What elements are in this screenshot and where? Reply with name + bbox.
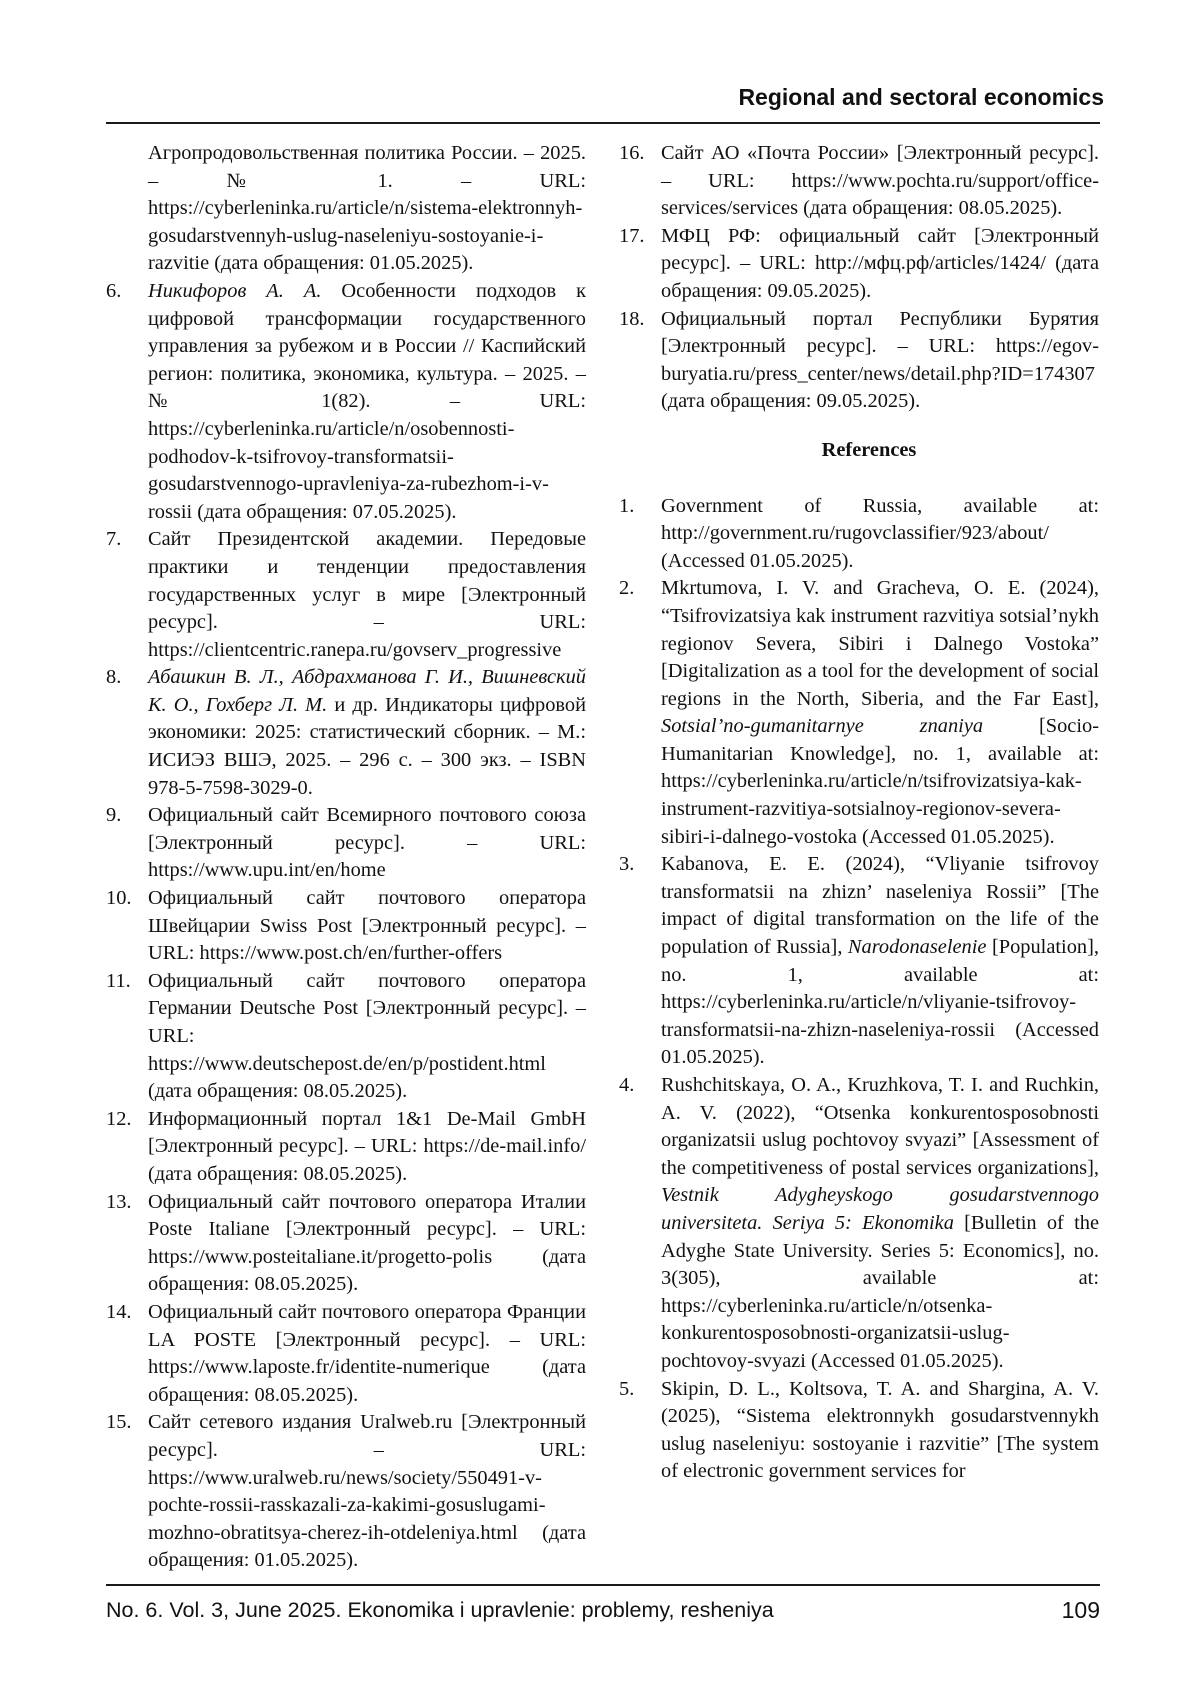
reference-item	[106, 1106, 586, 1189]
reference-text: Агропродовольственная политика России. – 2025. – № 1. – URL: https://cyberleninka.ru/article/n/sistema-elektronnyh-gosudarstvennyh-uslug-naseleniyu-sostoyanie-i-razvitie (дата обращения: 01.05.2025).	[148, 142, 586, 275]
reference-number: 12.	[106, 1107, 132, 1130]
reference-text: Особенности подходов к цифровой трансформации государственного управления за рубежом и в России // Каспийский регион: политика, экономика, культура. – 2025. – № 1(82). – URL: https://cyberleninka.ru/article/n/osobennosti-podhodov-k-tsifrovoy-transformatsii-gosudarstvennogo-upravleniya-za-rubezhom-i-v-rossii (дата обращения: 07.05.2025).	[148, 279, 586, 523]
journal-footer: No. 6. Vol. 3, June 2025. Ekonomika i upravlenie: problemy, resheniya	[106, 1598, 774, 1622]
footer-rule	[106, 1584, 1100, 1586]
reference-text: Mkrtumova, I. V. and Gracheva, O. E. (2024), “Tsifrovizatsiya kak instrument razvitiya sotsial’nykh regionov Severa, Sibiri i Dalnego Vostoka” [Digitalization as a tool for the development of social regions in the North, Siberia, and the Far East],	[661, 577, 1099, 710]
page-number: 109	[1061, 1597, 1100, 1623]
reference-number: 2.	[619, 577, 635, 600]
reference-item	[106, 1299, 586, 1409]
reference-number: 17.	[619, 224, 645, 247]
reference-text: Официальный сайт почтового оператора Италии Poste Italiane [Электронный ресурс]. – URL: https://www.posteitaliane.it/progetto-polis (дата обращения: 08.05.2025).	[148, 1190, 586, 1296]
reference-item	[106, 885, 586, 968]
reference-text: Kabanova, E. E. (2024), “Vliyanie tsifrovoy transformatsii na zhizn’ naseleniya Rossii” [The impact of digital transformation on the life of the population of Russia],	[661, 853, 1099, 959]
reference-number: 8.	[106, 666, 122, 689]
reference-text: Официальный сайт Всемирного почтового союза [Электронный ресурс]. – URL: https://www.upu.int/en/home	[148, 804, 586, 882]
reference-text: Официальный сайт почтового оператора Швейцарии Swiss Post [Электронный ресурс]. – URL: https://www.post.ch/en/further-offers	[148, 887, 586, 965]
reference-item	[619, 1072, 1099, 1376]
reference-number: 1.	[619, 494, 635, 517]
reference-number: 16.	[619, 142, 645, 164]
section-title: Regional and sectoral economics	[738, 84, 1104, 110]
reference-item	[106, 140, 586, 278]
reference-item	[106, 968, 586, 1106]
reference-number: 9.	[106, 804, 122, 827]
reference-number: 10.	[106, 887, 132, 910]
reference-number: 6.	[106, 279, 122, 302]
reference-item	[619, 1376, 1099, 1486]
references-heading: References	[821, 438, 917, 461]
reference-item	[106, 802, 586, 885]
reference-item	[106, 526, 586, 664]
reference-number: 3.	[619, 853, 635, 876]
reference-text: Официальный сайт почтового оператора Франции LA POSTE [Электронный ресурс]. – URL: https://www.laposte.fr/identite-numerique (дата обращения: 08.05.2025).	[148, 1300, 586, 1406]
reference-item	[619, 140, 1099, 223]
reference-text: Rushchitskaya, O. A., Kruzhkova, T. I. and Ruchkin, A. V. (2022), “Otsenka konkurentosposobnosti organizatsii uslug pochtovoy svyazi” [Assessment of the competitiveness of postal services organizations],	[661, 1074, 1099, 1179]
reference-item	[106, 1189, 586, 1299]
reference-number: 15.	[106, 1411, 132, 1434]
reference-number: 7.	[106, 528, 122, 551]
reference-item	[106, 1409, 586, 1575]
reference-number: 13.	[106, 1190, 132, 1213]
reference-text: Сайт АО «Почта России» [Электронный ресурс]. – URL: https://www.pochta.ru/support/office-services/services (дата обращения: 08.05.2025).	[661, 142, 1099, 220]
reference-item	[619, 851, 1099, 1072]
right-column	[619, 140, 1099, 1486]
reference-text: Официальный сайт почтового оператора Германии Deutsche Post [Электронный ресурс]. – URL: https://www.deutschepost.de/en/p/postident.html (дата обращения: 08.05.2025).	[148, 969, 586, 1103]
reference-number: 14.	[106, 1300, 132, 1323]
reference-text-tail: [Bulletin of the Adyghe State University. Series 5: Economics], no. 3(305), available at: https://cyberleninka.ru/article/n/otsenka-konkurentosposobnosti-organizatsii-uslug-pochtovoy-svyazi (Accessed 01.05.2025).	[661, 1211, 1099, 1372]
reference-number: 4.	[619, 1074, 635, 1096]
reference-text-tail: [Socio-Humanitarian Knowledge], no. 1, available at: https://cyberleninka.ru/article/n/tsifrovizatsiya-kak-instrument-razvitiya-sotsialnoy-regionov-severa-sibiri-i-dalnego-vostoka (Accessed 01.05.2025).	[661, 715, 1099, 848]
reference-item	[619, 493, 1099, 576]
reference-text: и др. Индикаторы цифровой экономики: 2025: статистический сборник. – М.: ИСИЭЗ ВШЭ, 2025. – 296 с. – 300 экз. – ISBN 978-5-7598-3029-0.	[148, 693, 586, 799]
reference-text: Информационный портал 1&1 De-Mail GmbH [Электронный ресурс]. – URL: https://de-mail.info/ (дата обращения: 08.05.2025).	[148, 1107, 586, 1185]
reference-number: 11.	[106, 969, 131, 992]
reference-journal: Narodonaselenie	[847, 936, 987, 959]
reference-item	[619, 575, 1099, 851]
reference-authors: Никифоров А. А.	[148, 279, 322, 302]
reference-number: 18.	[619, 307, 645, 330]
reference-text: Сайт сетевого издания Uralweb.ru [Электронный ресурс]. – URL: https://www.uralweb.ru/news/society/550491-v-pochte-rossii-rasskazali-za-kakimi-gosuslugami-mozhno-obratitsya-cherez-ih-otdeleniya.html (дата обращения: 01.05.2025).	[148, 1411, 586, 1572]
reference-item	[619, 223, 1099, 306]
reference-item	[106, 278, 586, 526]
reference-text: Сайт Президентской академии. Передовые практики и тенденции предоставления государственных услуг в мире [Электронный ресурс]. – URL: https://clientcentric.ranepa.ru/govserv_progressive	[148, 528, 586, 661]
reference-text: МФЦ РФ: официальный сайт [Электронный ресурс]. – URL: http://мфц.рф/articles/1424/ (дата обращения: 09.05.2025).	[661, 224, 1099, 302]
reference-item	[106, 664, 586, 802]
reference-item	[619, 306, 1099, 416]
reference-journal: Sotsial’no-gumanitarnye znaniya	[661, 715, 984, 738]
reference-authors: Абашкин В. Л., Абдрахманова Г. И., Вишневский К. О., Гохберг Л. М.	[148, 666, 586, 716]
left-column	[106, 140, 586, 1575]
reference-text: Government of Russia, available at: http://government.ru/rugovclassifier/923/about/ (Accessed 01.05.2025).	[661, 494, 1099, 572]
reference-number: 5.	[619, 1377, 635, 1400]
reference-text-tail: [Population], no. 1, available at: https://cyberleninka.ru/article/n/vliyanie-tsifrovoy-transformatsii-na-zhizn-naseleniya-rossii (Accessed 01.05.2025).	[661, 936, 1099, 1069]
reference-text: Skipin, D. L., Koltsova, T. A. and Shargina, A. V. (2025), “Sistema elektronnykh gosudarstvennykh uslug naseleniyu: sostoyanie i razvitie” [The system of electronic government services for	[661, 1377, 1099, 1483]
reference-text: Официальный портал Республики Бурятия [Электронный ресурс]. – URL: https://egov-buryatia.ru/press_center/news/detail.php?ID=174307 (дата обращения: 09.05.2025).	[661, 307, 1099, 413]
reference-journal: Vestnik Adygheyskogo gosudarstvennogo universiteta. Seriya 5: Ekonomika	[661, 1184, 1099, 1234]
header-rule	[106, 122, 1100, 124]
